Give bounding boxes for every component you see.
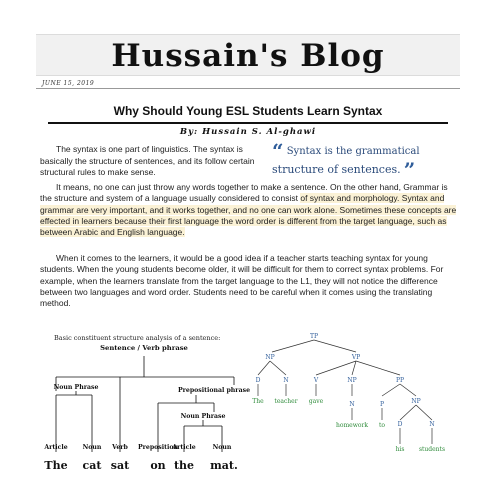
tree-node-np: NP <box>411 398 421 405</box>
tree-word: his <box>395 446 405 453</box>
pos-label: Verb <box>112 444 128 451</box>
pos-label: Article <box>44 444 68 451</box>
pos-label: Preposition <box>138 444 178 451</box>
paragraph-2 <box>40 182 458 238</box>
tree-node-v: V <box>313 377 319 384</box>
pos-label: Article <box>172 444 196 451</box>
sentence-word: sat <box>110 459 130 472</box>
tree-node-np: NP <box>265 354 275 361</box>
sentence-vp-label: Sentence / Verb phrase <box>100 344 188 352</box>
tree-node-np: NP <box>347 377 357 384</box>
masthead <box>36 34 460 76</box>
pull-quote-line-1: Syntax is the grammatical <box>286 146 420 157</box>
noun-phrase-2-label: Noun Phrase <box>180 413 226 420</box>
tree-node-p: P <box>379 401 385 408</box>
noun-phrase-label: Noun Phrase <box>53 384 99 391</box>
article-page <box>36 34 460 474</box>
open-quote-icon: “ <box>272 139 284 163</box>
post-date: JUNE 15, 2019 <box>42 80 95 87</box>
close-quote-icon: ” <box>403 158 416 182</box>
paragraph-1: The syntax is one part of linguistics. The syntax is basically the structure of sentences, and its follow certain structural rules to make sense. <box>40 144 255 177</box>
tree-node-n: N <box>429 421 435 428</box>
tree-word: students <box>418 446 446 453</box>
pull-quote <box>272 139 458 182</box>
byline: By: Hussain S. Al-ghawi <box>179 127 317 137</box>
blog-title[interactable]: Hussain's Blog <box>111 38 385 74</box>
tree-word: The <box>252 398 264 405</box>
right-syntax-tree <box>36 330 460 474</box>
pull-quote-line-2: structure of sentences. <box>272 163 401 176</box>
paragraph-3: When it comes to the learners, it would be a good idea if a teacher starts teaching syntax for young students. When the young students become older, it will be difficult for them to correct syntax problems. For example, when the learners translate from the target language to the L1, they will not notice the difference between two languages and word order. Students need to be careful when it comes using the translating method. <box>40 253 444 309</box>
pos-label: Noun <box>212 444 232 451</box>
paragraph-2-start: It means, no one can just throw any words together to make a sentence. On the other hand, Grammar is the structure and system of a language usually considered to consist <box>40 182 448 204</box>
syntax-diagrams <box>36 330 460 474</box>
prepositional-phrase-label: Prepositional phrase <box>178 387 250 394</box>
tree-word: homework <box>336 422 368 429</box>
sentence-word: on <box>150 459 166 472</box>
divider <box>36 88 460 89</box>
tree-word: gave <box>308 398 324 405</box>
sentence-word: The <box>44 459 68 472</box>
tree-node-n: N <box>349 401 355 408</box>
sentence-word: cat <box>82 459 102 472</box>
tree-node-vp: VP <box>351 354 361 361</box>
tree-word: to <box>378 422 386 429</box>
sentence-word: mat. <box>210 459 238 472</box>
title-underline <box>48 122 448 124</box>
paragraph-2-highlight: of syntax and morphology. Syntax and grammar are very important, and it works together, and no one can work alone. Sometimes these concepts are effected in learners because their first language the word order is different from the target language, such as between Arabic and English language. <box>40 193 457 238</box>
tree-node-tp: TP <box>309 333 319 340</box>
tree-node-d: D <box>255 377 261 384</box>
tree-node-pp: PP <box>395 377 405 384</box>
tree-node-d: D <box>397 421 403 428</box>
tree-word: teacher <box>274 398 298 405</box>
diagram-caption: Basic constituent structure analysis of a sentence: <box>54 334 221 342</box>
pos-label: Noun <box>82 444 102 451</box>
article-title[interactable]: Why Should Young ESL Students Learn Syntax <box>113 104 383 118</box>
sentence-word: the <box>173 459 195 472</box>
tree-node-n: N <box>283 377 289 384</box>
